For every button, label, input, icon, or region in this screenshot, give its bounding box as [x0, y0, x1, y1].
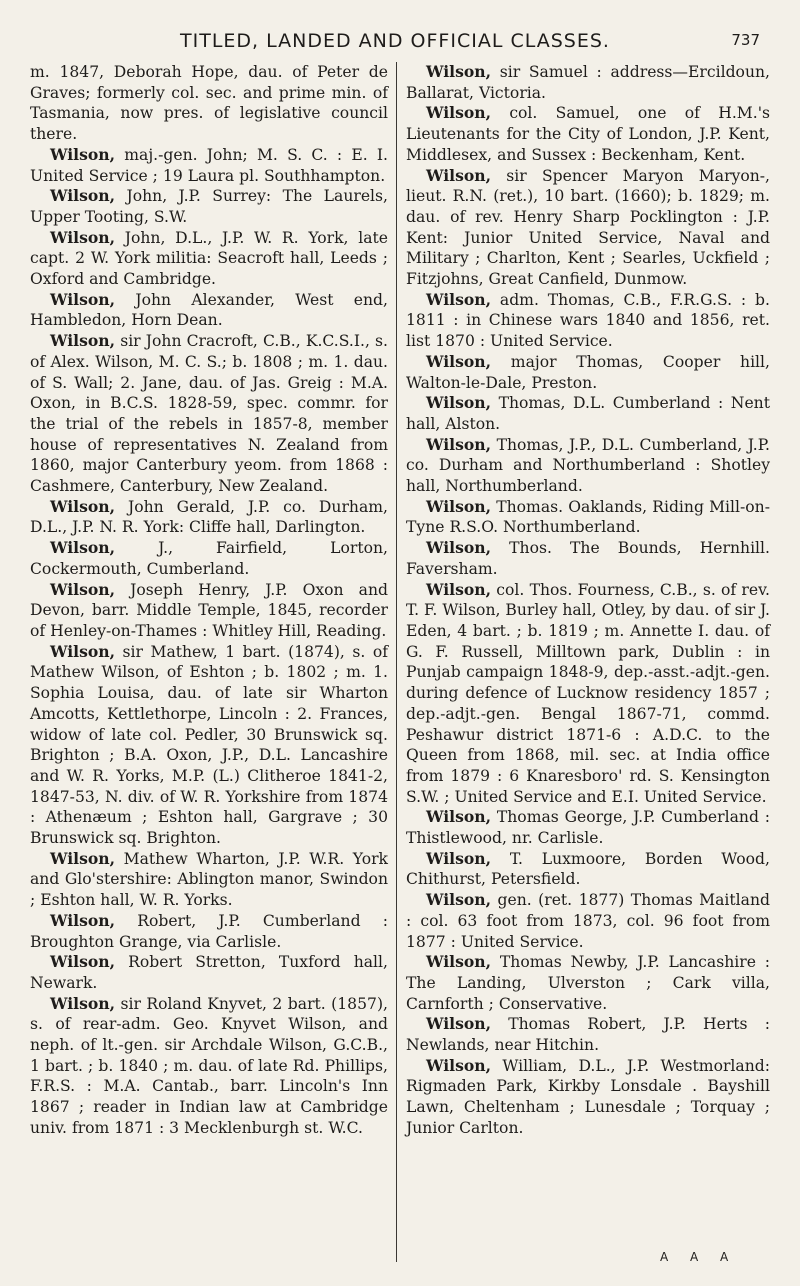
entry-surname: Wilson,	[50, 496, 116, 516]
entry-text: William, D.L., J.P. Westmorland: Rigmaden Park, Kirkby Lonsdale . Bayshill Lawn, Cheltenham ; Lunesdale ; Torquay ; Junior Carlton.	[406, 1056, 770, 1137]
directory-entry	[406, 103, 770, 165]
right-column	[406, 62, 770, 1139]
left-column	[30, 62, 388, 1139]
entry-text: Thos. The Bounds, Hernhill. Faversham.	[406, 539, 770, 578]
directory-entry	[30, 331, 388, 497]
directory-entry	[406, 849, 770, 890]
directory-entry	[406, 290, 770, 352]
entry-surname: Wilson,	[50, 848, 116, 868]
entry-surname: Wilson,	[426, 496, 492, 516]
directory-entry	[406, 393, 770, 434]
directory-entry	[30, 497, 388, 538]
entry-text: Thomas Newby, J.P. Lancashire : The Landing, Ulverston ; Cark villa, Carnforth ; Conservative.	[406, 953, 770, 1013]
directory-entry	[30, 145, 388, 186]
entry-surname: Wilson,	[426, 351, 492, 371]
directory-entry	[30, 580, 388, 642]
directory-entry	[406, 807, 770, 848]
directory-entry	[30, 290, 388, 331]
directory-entry	[406, 166, 770, 290]
directory-entry	[406, 62, 770, 103]
entry-surname: Wilson,	[426, 1014, 492, 1034]
entry-text: Thomas, D.L. Cumberland : Nent hall, Alston.	[406, 394, 770, 433]
entry-text: Mathew Wharton, J.P. W.R. York and Glo'stershire: Ablington manor, Swindon ; Eshton hall, W. R. Yorks.	[30, 849, 388, 910]
entry-text: sir John Cracroft, C.B., K.C.S.I., s. of Alex. Wilson, M. C. S.; b. 1808 ; m. 1. dau. of S. Wall; 2. Jane, dau. of Jas. Greig : M.A. Oxon, in B.C.S. 1828-59, spec. commr. for the trial of the rebels in 1857-8, member house of representatives N. Zealand from 1860, major Canterbury yeom. from 1868 : Cashmere, Canterbury, New Zealand.	[30, 332, 388, 496]
entry-text: m. 1847, Deborah Hope, dau. of Peter de Graves; formerly col. sec. and prime min. of Tasmania, now pres. of legislative council there.	[30, 63, 388, 144]
entry-surname: Wilson,	[50, 144, 116, 164]
entry-surname: Wilson,	[50, 993, 116, 1013]
directory-entry	[406, 1014, 770, 1055]
entry-text: John, D.L., J.P. W. R. York, late capt. 2 W. York militia: Seacroft hall, Leeds ; Oxford and Cambridge.	[30, 228, 388, 289]
entry-text: maj.-gen. John; M. S. C. : E. I. United Service ; 19 Laura pl. Southhampton.	[30, 145, 388, 185]
entry-text: John Alexander, West end, Hambledon, Horn Dean.	[30, 290, 388, 330]
running-title: TITLED, LANDED AND OFFICIAL CLASSES.	[180, 30, 610, 52]
entry-text: sir Spencer Maryon Maryon-, lieut. R.N. (ret.), 10 bart. (1660); b. 1829; m. dau. of rev. Henry Sharp Pocklington : J.P. Kent: Junior United Service, Naval and Military ; Charlton, Kent ; Searles, Uckfield ; Fitzjohns, Great Canfield, Dunmow.	[406, 166, 770, 289]
entry-surname: Wilson,	[426, 848, 492, 868]
entry-surname: Wilson,	[50, 289, 116, 309]
entry-text: John, J.P. Surrey: The Laurels, Upper Tooting, S.W.	[30, 187, 388, 226]
entry-surname: Wilson,	[426, 579, 492, 599]
entry-surname: Wilson,	[426, 952, 492, 972]
entry-surname: Wilson,	[50, 227, 116, 247]
directory-entry	[406, 952, 770, 1014]
entry-text: Robert, J.P. Cumberland : Broughton Grange, via Carlisle.	[30, 911, 388, 951]
entry-surname: Wilson,	[50, 538, 116, 558]
page-header	[30, 30, 760, 54]
entry-text: major Thomas, Cooper hill, Walton-le-Dale, Preston.	[406, 352, 770, 392]
entry-surname: Wilson,	[426, 103, 492, 123]
directory-entry	[30, 538, 388, 579]
entry-text: Thomas George, J.P. Cumberland : Thistlewood, nr. Carlisle.	[406, 808, 770, 848]
directory-entry	[406, 538, 770, 579]
entry-text: gen. (ret. 1877) Thomas Maitland : col. 63 foot from 1873, col. 96 foot from 1877 : United Service.	[406, 891, 770, 951]
entry-surname: Wilson,	[426, 289, 492, 309]
directory-entry	[406, 497, 770, 538]
entry-text: sir Mathew, 1 bart. (1874), s. of Mathew Wilson, of Eshton ; b. 1802 ; m. 1. Sophia Louisa, dau. of late sir Wharton Amcotts, Kettlethorpe, Lincoln : 2. Frances, widow of late col. Pedler, 30 Brunswick sq. Brighton ; B.A. Oxon, J.P., D.L. Lancashire and W. R. Yorks, M.P. (L.) Clitheroe 1841-2, 1847-53, N. div. of W. R. Yorkshire from 1874 : Athenæum ; Eshton hall, Gargrave ; 30 Brunswick sq. Brighton.	[30, 642, 388, 848]
entry-surname: Wilson,	[50, 910, 116, 930]
entry-text: Thomas Robert, J.P. Herts : Newlands, near Hitchin.	[406, 1015, 770, 1055]
column-divider	[396, 62, 397, 1262]
entry-text: sir Samuel : address—Ercildoun, Ballarat, Victoria.	[406, 63, 770, 102]
entry-text: col. Thos. Fourness, C.B., s. of rev. T. F. Wilson, Burley hall, Otley, by dau. of sir J. Eden, 4 bart. ; b. 1819 ; m. Annette I. dau. of G. F. Russell, Milltown park, Dublin : in Punjab campaign 1848-9, dep.-asst.-adjt.-gen. during defence of Lucknow residency 1857 ; dep.-adjt.-gen. Bengal 1867-71, commd. Peshawur district 1871-6 : A.D.C. to the Queen from 1868, mil. sec. at India office from 1879 : 6 Knaresboro' rd. S. Kensington S.W. ; United Service and E.I. United Service.	[406, 580, 770, 806]
entry-surname: Wilson,	[50, 331, 116, 351]
entry-surname: Wilson,	[426, 807, 492, 827]
directory-entry	[30, 849, 388, 911]
entry-surname: Wilson,	[50, 186, 116, 206]
entry-surname: Wilson,	[50, 952, 116, 972]
entry-text: Thomas, J.P., D.L. Cumberland, J.P. co. Durham and Northumberland : Shotley hall, Northumberland.	[406, 435, 770, 496]
entry-text: T. Luxmoore, Borden Wood, Chithurst, Petersfield.	[406, 849, 770, 889]
directory-entry	[406, 1056, 770, 1139]
directory-entry	[30, 186, 388, 227]
entry-text: Thomas. Oaklands, Riding Mill-on-Tyne R.S.O. Northumberland.	[406, 497, 770, 537]
directory-entry	[30, 62, 388, 145]
entry-text: adm. Thomas, C.B., F.R.G.S. : b. 1811 : in Chinese wars 1840 and 1856, ret. list 1870 : United Service.	[406, 290, 770, 351]
directory-entry	[30, 228, 388, 290]
directory-entry	[30, 952, 388, 993]
entry-text: sir Roland Knyvet, 2 bart. (1857), s. of rear-adm. Geo. Knyvet Wilson, and neph. of lt.-gen. sir Archdale Wilson, G.C.B., 1 bart. ; b. 1840 ; m. dau. of late Rd. Phillips, F.R.S. : M.A. Cantab., barr. Lincoln's Inn 1867 ; reader in Indian law at Cambridge univ. from 1871 : 3 Mecklenburgh st. W.C.	[30, 994, 388, 1137]
entry-text: John Gerald, J.P. co. Durham, D.L., J.P. N. R. York: Cliffe hall, Darlington.	[30, 497, 388, 537]
entry-text: J., Fairfield, Lorton, Cockermouth, Cumberland.	[30, 539, 388, 578]
directory-entry	[406, 435, 770, 497]
entry-text: Robert Stretton, Tuxford hall, Newark.	[30, 953, 388, 992]
entry-surname: Wilson,	[426, 393, 492, 413]
entry-surname: Wilson,	[426, 62, 492, 81]
entry-surname: Wilson,	[426, 434, 492, 454]
directory-entry	[406, 580, 770, 808]
directory-entry	[30, 642, 388, 849]
entry-surname: Wilson,	[426, 890, 492, 910]
signature-mark: A A A	[660, 1250, 738, 1264]
entry-surname: Wilson,	[426, 165, 492, 185]
directory-entry	[30, 911, 388, 952]
page-number: 737	[731, 31, 760, 49]
entry-surname: Wilson,	[426, 1055, 492, 1075]
entry-surname: Wilson,	[50, 641, 116, 661]
directory-entry	[406, 352, 770, 393]
entry-text: Joseph Henry, J.P. Oxon and Devon, barr. Middle Temple, 1845, recorder of Henley-on-Thames : Whitley Hill, Reading.	[30, 580, 388, 640]
entry-surname: Wilson,	[426, 538, 492, 558]
directory-entry	[30, 994, 388, 1139]
entry-text: col. Samuel, one of H.M.'s Lieutenants for the City of London, J.P. Kent, Middlesex, and Sussex : Beckenham, Kent.	[406, 104, 770, 164]
entry-surname: Wilson,	[50, 579, 116, 599]
directory-entry	[406, 890, 770, 952]
